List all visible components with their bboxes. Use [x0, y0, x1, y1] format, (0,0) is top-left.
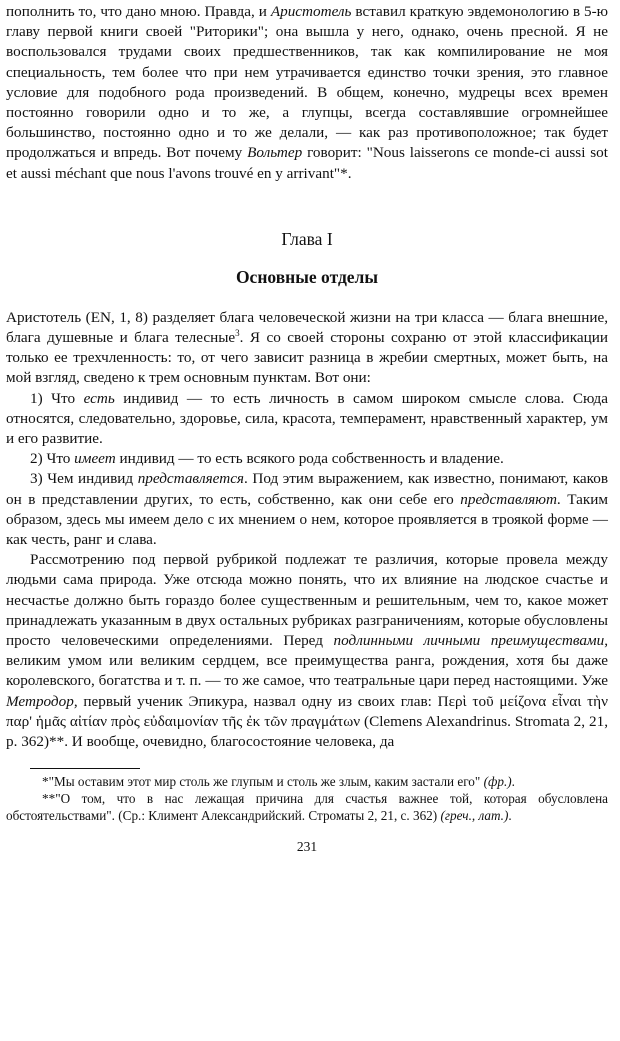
text-run: **"О том, что в нас лежащая причина для счастья важнее той, которая обусловлена обстоятельствами". (Ср.: Климент Александрийский. Строматы 2, 21, с. 362): [6, 791, 608, 824]
text-run: .: [508, 808, 512, 824]
text-run: вставил краткую эвдемонологию в 5-ю главу первой книги своей "Риторики"; она вышла у него, однако, очень пресной. Я не воспользовался трудами своих предшественников, так как компилирование не моя специальность, тем более что при нем утрачивается единство точки зрения, это главное условие для подобного рода произведений. В общем, конечно, мудрецы всех времен постоянно говорили одно и то же, а глупцы, всегда составлявшие огромнейшее большинство, постоянно одно и то же делали, — как раз противоположное; так будет продолжаться и впредь. Вот почему: [6, 3, 609, 162]
italic-name-metrodorus: Метродор: [6, 692, 74, 710]
footnote-2: [6, 790, 608, 824]
text-run: . Под этим выражением, как известно, понимают, каков он в представлении других, то есть, собственно, как они себе его: [6, 470, 608, 508]
text-run: *"Мы оставим этот мир столь же глупым и столь же злым, каким застали его": [42, 774, 484, 790]
paragraph-classification: [6, 308, 608, 389]
italic-term: представляется: [137, 470, 244, 488]
text-run: говорит: "Nous laisserons ce monde-ci aussi sot et aussi méchant que nous l'avons trouvé en y arrivant"*.: [6, 144, 608, 182]
italic-language-note: (фр.): [483, 774, 512, 790]
italic-language-note: (греч., лат.): [440, 808, 509, 824]
text-run: 3) Чем индивид: [30, 470, 138, 488]
italic-term: имеет: [74, 450, 116, 468]
chapter-number: Глава I: [281, 228, 333, 249]
text-run: индивид — то есть всякого рода собственность и владение.: [115, 450, 504, 468]
text-run: , великим умом или великим сердцем, все преимущества ранга, рождения, хотя бы даже королевского, богатства и т. п. — то же самое, что театральные цари перед настоящими. Уже: [6, 632, 609, 690]
italic-name-aristotle: Аристотель: [270, 3, 352, 20]
text-run: Рассмотрению под первой рубрикой подлежат те различия, которые провела между людьми сама природа. Уже отсюда можно понять, что их влияние на людское счастье и несчастье должно быть гораздо более существенным и решительным, чем то, какое может принадлежать указанным в двух остальных рубриках разграничениям, которые обусловлены просто человеческими определениями. Перед: [6, 551, 608, 650]
paragraph-point-1: [6, 389, 608, 450]
italic-term: представляют: [460, 490, 557, 508]
page-number: 231: [296, 839, 318, 855]
paragraph-natural-differences: [6, 550, 608, 752]
text-run: .: [511, 774, 515, 790]
text-run: Аристотель (EN, 1, 8) разделяет блага человеческой жизни на три класса — блага внешние, блага душевные и блага телесные: [6, 308, 608, 347]
chapter-title: Основные отделы: [235, 266, 379, 287]
italic-name-voltaire: Вольтер: [247, 144, 303, 162]
italic-term: подлинными личными преимуществами: [333, 632, 605, 650]
footnote-1: [6, 773, 608, 790]
text-run: 2) Что: [30, 450, 75, 468]
text-run: . Таким образом, здесь мы имеем дело с их мнением о нем, которое проявляется в троякой форме — как честь, ранг и слава.: [6, 490, 608, 549]
footnote-divider: [30, 768, 140, 769]
text-run: индивид — то есть личность в самом широком смысле слова. Сюда относятся, следовательно, здоровье, сила, красота, темперамент, нравственный характер, ум и его развитие.: [6, 389, 608, 448]
text-run: . Я со своей стороны сохраню от этой классификации только ее трехчленность: то, от чего зависит разница в жребии смертных, может быть, на мой взгляд, сведено к трем основным пунктам. Вот они:: [6, 329, 608, 387]
text-run: пополнить то, что дано мною. Правда, и: [6, 3, 271, 20]
paragraph-point-2: [6, 449, 608, 469]
italic-term: есть: [83, 389, 115, 407]
paragraph-continuation: [6, 2, 608, 184]
text-run: 1) Что: [30, 389, 84, 407]
footnote-marker: 3: [235, 327, 240, 338]
text-run: , первый ученик Эпикура, назвал одну из своих глав: Περὶ τοῦ μείζονα εἶναι τὴν παρ' ἡμᾶς αἰτίαν πρὸς εὐδαιμονίαν τῆς ἐκ τῶν πραγμάτων (Clemens Alexandrinus. Stromata 2, 21, p. 362)**. И вообще, очевидно, благосостояние человека, да: [6, 692, 608, 751]
paragraph-point-3: [6, 469, 608, 550]
